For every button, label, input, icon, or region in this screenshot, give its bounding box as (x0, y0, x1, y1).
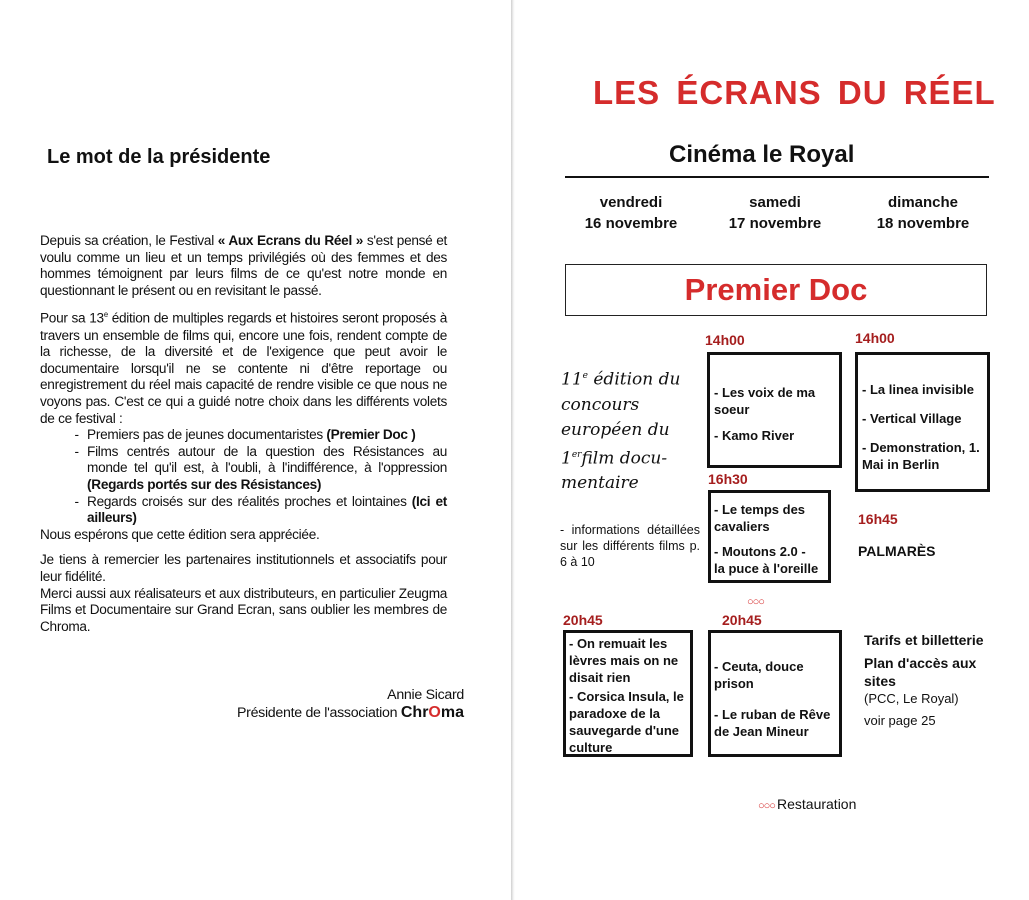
chroma-logo (401, 704, 464, 721)
tickets-info (864, 631, 994, 730)
day-name: vendredi (599, 194, 663, 211)
day-saturday (727, 192, 823, 234)
screening-box (708, 630, 842, 757)
logo-part: O (428, 704, 441, 721)
day-sunday (873, 192, 973, 234)
time-label: 16h45 (858, 511, 898, 527)
festival-name: « Aux Ecrans du Réel » (217, 233, 364, 249)
text-span: édition de multiples regards et histoires seront proposés à travers un ensemble de films qui, encore une fois, rendent compte de la richesse, de la diversité et de l'exigence que peut avoir le documentaire lorsqu'il ne se contente ni d'être reportage ou enregistrement du réel mais capacité de rendre visible ce que nous ne voyons pas. C'est ce qui a guidé notre choix dans les différents volets de ce festival : (40, 311, 448, 427)
paragraph-thanks-2: Merci aussi aux réalisateurs et aux distributeurs, en particulier Zeugma Films et Documentaire sur Grand Ecran, sans oublier les membres de Chroma. (40, 585, 448, 635)
signature (237, 687, 464, 722)
signature-role (237, 704, 464, 722)
time-label: 14h00 (855, 330, 895, 346)
screening-box (707, 352, 842, 468)
bold-label: (Premier Doc ) (326, 427, 416, 444)
title-rule (565, 176, 989, 178)
venues-label: (PCC, Le Royal) (864, 691, 959, 706)
paragraph-hope: Nous espérons que cette édition sera appréciée. (40, 526, 320, 543)
left-page (0, 0, 512, 900)
text-span: 11 (561, 369, 583, 390)
access-map-label: Plan d'accès aux sites (864, 655, 977, 689)
text-span: Depuis sa création, le Festival (40, 233, 218, 249)
signature-name: Annie Sicard (387, 687, 464, 703)
text-span: Premiers pas de jeunes documentaristes (87, 427, 327, 444)
right-page (515, 0, 1029, 900)
film-title: - Moutons 2.0 - la puce à l'oreille (714, 544, 819, 576)
text-span: édition du concours européen du 1 (561, 369, 681, 469)
day-date: 16 novembre (584, 215, 678, 232)
text-span: Pour sa 13 (40, 311, 104, 328)
time-label: 16h30 (708, 471, 748, 487)
film-title: - Corsica Insula, le paradoxe de la sauvegarde d'une culture (569, 689, 684, 755)
text-span: Regards croisés sur des réalités proches et lointaines (87, 493, 412, 510)
film-title: - Ceuta, douce prison (714, 659, 804, 691)
paragraph-thanks: Je tiens à remercier les partenaires institutionnels et associatifs pour leur fidélité. (40, 552, 448, 586)
tickets-label: Tarifs et billetterie (864, 632, 984, 648)
screening-box (708, 490, 831, 583)
paragraph-intro (40, 233, 447, 299)
bold-label: (Regards portés sur des Résistances) (87, 477, 322, 494)
film-title: - Vertical Village (862, 411, 962, 426)
logo-part: Chr (400, 704, 429, 721)
day-friday (583, 192, 679, 234)
film-info-note: - informations détaillées sur les différents films p. 6 à 10 (560, 523, 700, 569)
day-name: samedi (749, 194, 801, 211)
day-date: 17 novembre (728, 215, 822, 232)
edition-text (561, 364, 691, 496)
cinema-name: Cinéma le Royal (669, 141, 855, 168)
role-text: Présidente de l'association (236, 705, 401, 721)
paragraph-edition (40, 307, 447, 427)
president-text (40, 233, 447, 643)
list-item (75, 427, 447, 444)
restaurant-icon: ○○○ (758, 800, 777, 812)
restauration-label: Restauration (777, 796, 857, 812)
text-span: Films centrés autour de la question des Résistances au monde tel qu'il est, à l'oubli, à l'indifférence, à l'oppression (87, 443, 448, 477)
program-list (40, 427, 447, 527)
superscript: e (582, 371, 588, 381)
page-title: Le mot de la présidente (47, 146, 271, 168)
premier-doc-banner: Premier Doc (565, 264, 987, 316)
film-title: - Demonstration, 1. Mai in Berlin (862, 440, 980, 472)
list-item (75, 494, 447, 527)
day-name: dimanche (887, 194, 959, 211)
text-span: s'est pensé et voulu comme un lieu et un temps privilégiés où des femmes et des hommes témoignent par leurs films de ce qu'est notre monde en questionnant le présent ou en revisitant le passé. (40, 233, 448, 299)
superscript: er (571, 449, 582, 460)
restauration-legend (758, 796, 856, 812)
logo-part: ma (440, 704, 464, 721)
film-title: - Le temps des cavaliers (714, 502, 806, 534)
page-reference: voir page 25 (864, 713, 936, 728)
film-title: - Les voix de ma soeur (714, 385, 816, 417)
time-label: 20h45 (563, 612, 603, 628)
film-title: - Kamo River (714, 428, 795, 443)
film-title: - Le ruban de Rêve de Jean Mineur (714, 707, 831, 739)
time-label: 20h45 (722, 612, 762, 628)
palmares-label: PALMARÈS (858, 543, 936, 559)
film-title: - La linea invisible (862, 382, 974, 397)
text-span: film docu-mentaire (561, 448, 668, 494)
restaurant-icon: ○○○ (747, 596, 764, 608)
festival-title: LES ÉCRANS DU RÉEL (593, 74, 996, 111)
day-date: 18 novembre (876, 215, 970, 232)
time-label: 14h00 (705, 332, 745, 348)
bold-label: (Ici et ailleurs) (87, 493, 448, 527)
screening-box (563, 630, 693, 757)
screening-box (855, 352, 990, 492)
film-title: - On remuait les lèvres mais on ne disait rien (569, 636, 679, 685)
list-item (75, 444, 447, 494)
superscript: e (103, 310, 108, 320)
